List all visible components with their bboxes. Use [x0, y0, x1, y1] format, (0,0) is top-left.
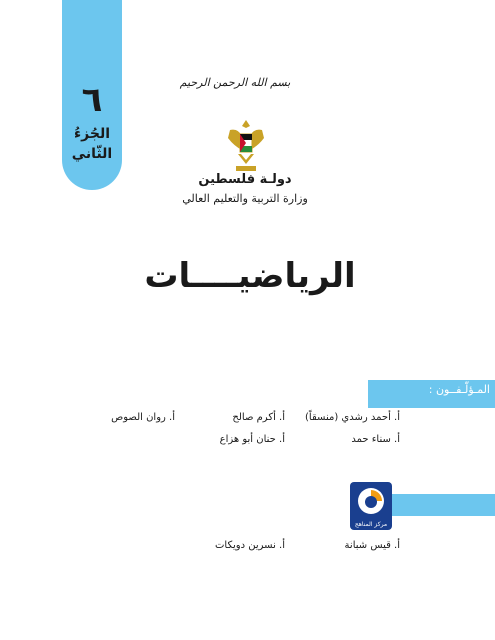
author-name: أ. أحمد رشدي (منسقاً): [305, 412, 400, 423]
author-name: أ. سناء حمد: [351, 434, 400, 445]
grade-tab: [62, 0, 122, 190]
subject-title: الرياضيــــات: [144, 256, 356, 296]
publisher-name: مركز المناهج: [354, 521, 388, 528]
authors-label: المـؤلّـفــون :: [428, 383, 490, 396]
ministry-name: وزارة التربية والتعليم العالي: [182, 192, 308, 205]
grade-part-label: الجُزءُ: [73, 126, 110, 142]
author-name: أ. أكرم صالح: [232, 412, 285, 423]
basmala: بسم الله الرحمن الرحيم: [179, 76, 291, 89]
eagle-emblem-icon: [224, 116, 268, 176]
publisher-bar: [392, 494, 495, 516]
publisher-logo-icon: [355, 485, 387, 517]
grade-part-ordinal: الثّاني: [71, 146, 113, 162]
author-name: أ. روان الصوص: [111, 412, 175, 423]
author-name: أ. حنان أبو هزاع: [219, 434, 285, 445]
author-name: أ. قيس شبانة: [344, 540, 400, 551]
author-name: أ. نسرين دويكات: [215, 540, 285, 551]
publisher-logo: [350, 482, 392, 530]
grade-number: ٦: [81, 80, 103, 120]
state-name: دولـة فلسطين: [198, 172, 292, 187]
